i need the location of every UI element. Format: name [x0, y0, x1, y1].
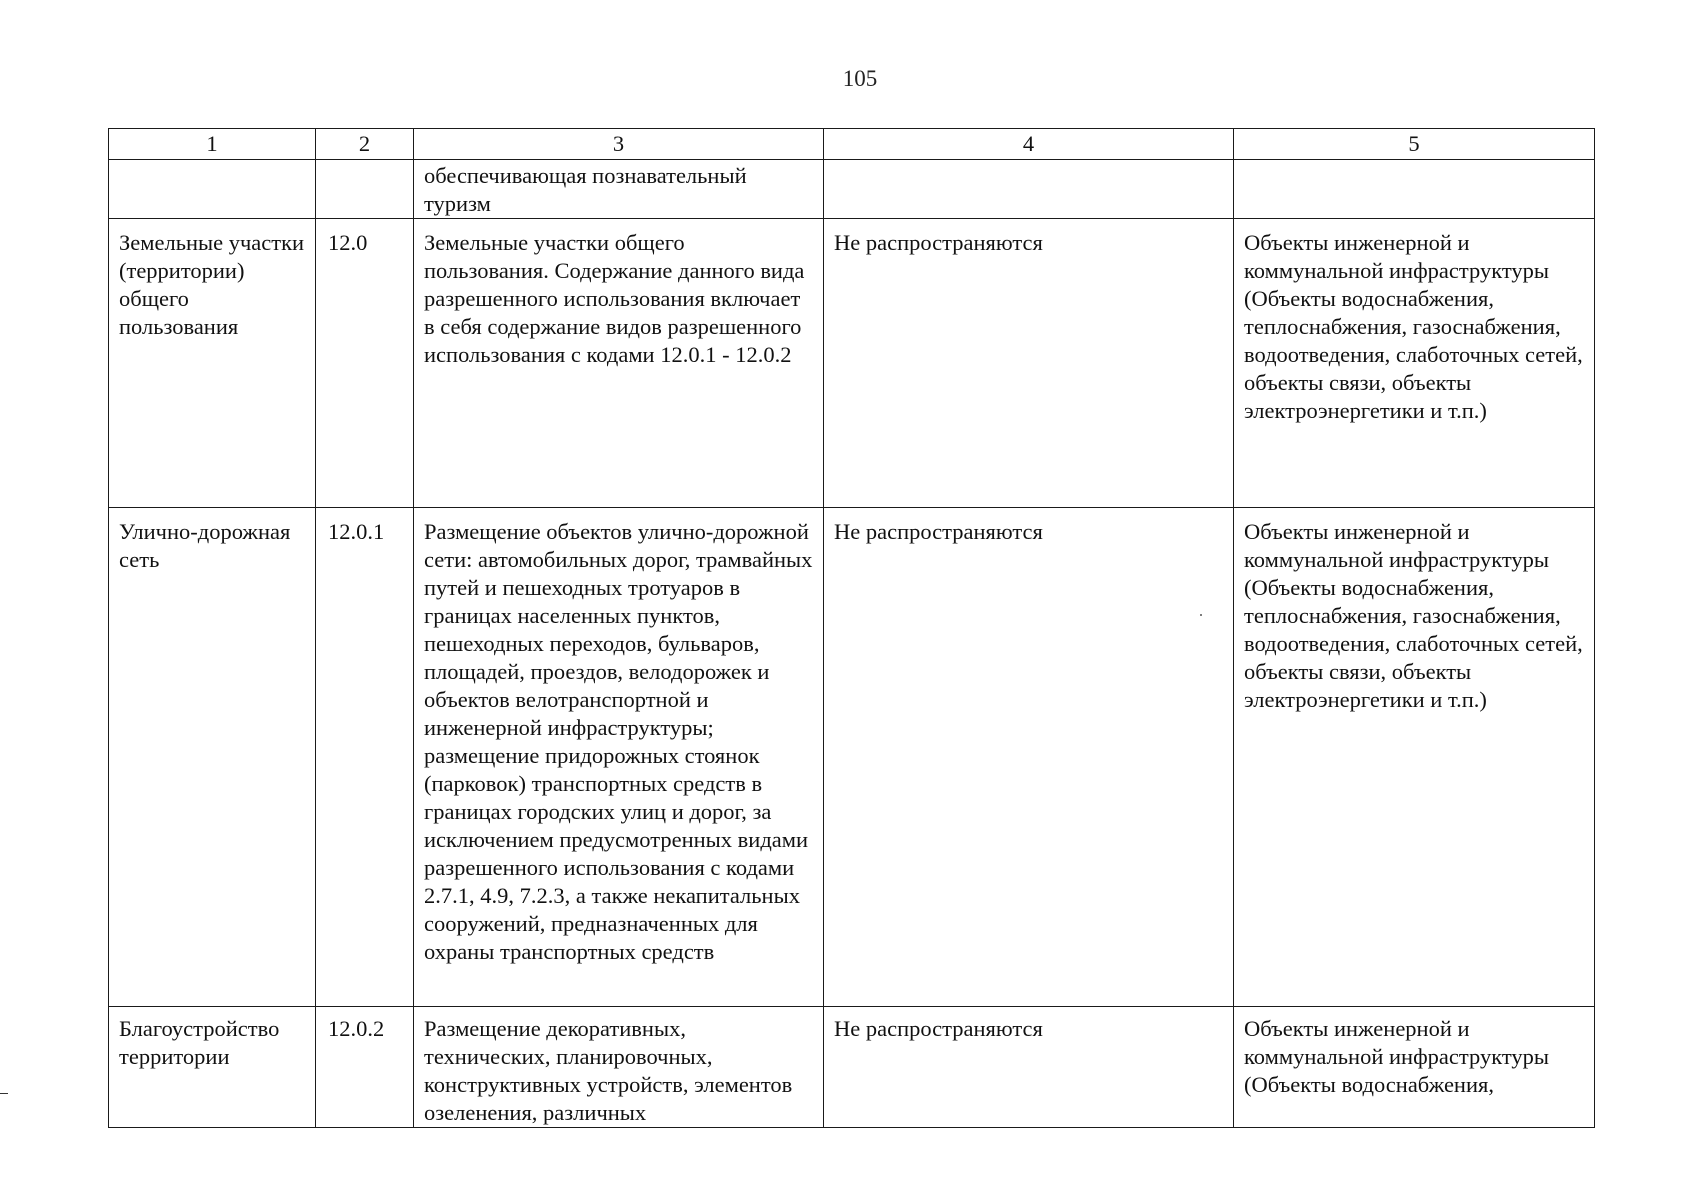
cell-description: обеспечивающая познавательный туризм — [414, 160, 824, 219]
cell-code: 12.0 — [316, 219, 414, 508]
cell-description: Размещение декоративных, технических, планировочных, конструктивных устройств, элементов озеленения, различных — [414, 1007, 824, 1128]
cell-name: Улично-дорожная сеть — [109, 508, 316, 1007]
cell-restrictions: Не распространяются — [824, 1007, 1234, 1128]
cell-code: 12.0.2 — [316, 1007, 414, 1128]
cell-code — [316, 160, 414, 219]
cell-restrictions: Не распространяются — [824, 508, 1234, 1007]
cell-objects: Объекты инженерной и коммунальной инфраструктуры (Объекты водоснабжения, теплоснабжения, газоснабжения, водоотведения, слаботочных сетей, объекты связи, объекты электроэнергетики и т.п.) — [1234, 219, 1595, 508]
description-paragraph: Размещение объектов улично-дорожной сети: автомобильных дорог, трамвайных путей и пешеходных тротуаров в границах населенных пунктов, пешеходных переходов, бульваров, площадей, проездов, велодорожек и объектов велотранспортной и инженерной инфраструктуры; — [424, 519, 813, 740]
header-col-3: 3 — [414, 129, 824, 160]
cell-objects — [1234, 160, 1595, 219]
header-row — [109, 129, 1595, 160]
cell-objects: Объекты инженерной и коммунальной инфраструктуры (Объекты водоснабжения, — [1234, 1007, 1595, 1128]
page-number: 105 — [842, 66, 878, 91]
header-col-5: 5 — [1234, 129, 1595, 160]
cell-code: 12.0.1 — [316, 508, 414, 1007]
scan-margin-mark — [0, 1093, 8, 1094]
description-paragraph: размещение придорожных стоянок (парковок) транспортных средств в границах городских улиц и дорог, за исключением предусмотренных видами разрешенного использования с кодами 2.7.1, 4.9, 7.2.3, а также некапитальных сооружений, предназначенных для охраны транспортных средств — [424, 743, 809, 964]
cell-restrictions: Не распространяются — [824, 219, 1234, 508]
table-row — [109, 508, 1595, 1007]
cell-name: Благоустройство территории — [109, 1007, 316, 1128]
cell-objects: Объекты инженерной и коммунальной инфраструктуры (Объекты водоснабжения, теплоснабжения, газоснабжения, водоотведения, слаботочных сетей, объекты связи, объекты электроэнергетики и т.п.) — [1234, 508, 1595, 1007]
scan-dot-mark — [1200, 614, 1202, 616]
cell-name: Земельные участки (территории) общего пользования — [109, 219, 316, 508]
header-col-4: 4 — [824, 129, 1234, 160]
table-row — [109, 219, 1595, 508]
cell-name — [109, 160, 316, 219]
table-row-continuation — [109, 160, 1595, 219]
header-col-1: 1 — [109, 129, 316, 160]
cell-description — [414, 508, 824, 1007]
cell-description: Земельные участки общего пользования. Содержание данного вида разрешенного использования включает в себя содержание видов разрешенного использования с кодами 12.0.1 - 12.0.2 — [414, 219, 824, 508]
land-use-table — [108, 128, 1595, 1128]
table-row — [109, 1007, 1595, 1128]
cell-restrictions — [824, 160, 1234, 219]
header-col-2: 2 — [316, 129, 414, 160]
